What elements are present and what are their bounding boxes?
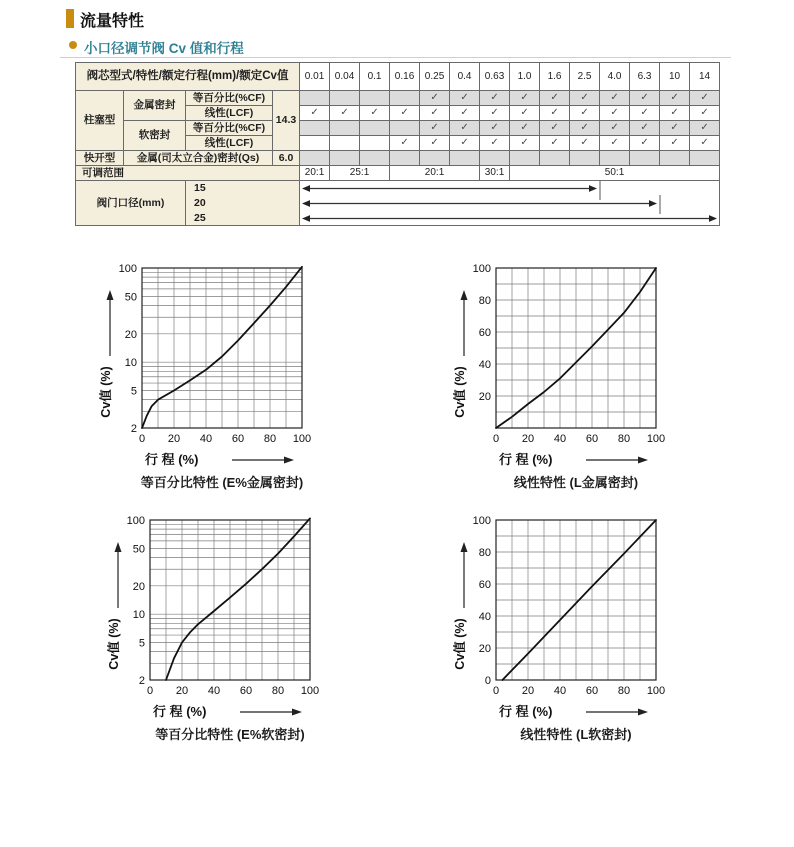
check-cell: ✓ — [570, 136, 600, 151]
table-cell — [540, 151, 570, 166]
svg-text:60: 60 — [239, 685, 253, 697]
svg-text:80: 80 — [617, 433, 631, 445]
subsection-title: 小口径调节阀 Cv 值和行程 — [84, 41, 244, 56]
check-cell: ✓ — [600, 121, 630, 136]
svg-text:80: 80 — [263, 433, 277, 445]
check-cell: ✓ — [390, 136, 420, 151]
svg-text:100: 100 — [292, 433, 312, 445]
section-accent-bar — [66, 9, 74, 28]
cv-column-header: 0.01 — [300, 63, 330, 91]
check-cell: ✓ — [630, 121, 660, 136]
svg-text:80: 80 — [478, 547, 491, 559]
check-cell — [300, 121, 330, 136]
svg-text:10: 10 — [132, 609, 145, 622]
table-cell: 线性(LCF) — [186, 136, 273, 151]
svg-text:5: 5 — [130, 385, 137, 398]
svg-text:20: 20 — [132, 580, 145, 593]
svg-text:40: 40 — [207, 685, 221, 697]
check-cell: ✓ — [540, 106, 570, 121]
check-cell — [330, 121, 360, 136]
check-cell: ✓ — [540, 91, 570, 106]
table-cell — [360, 151, 390, 166]
check-cell: ✓ — [450, 91, 480, 106]
cv-column-header: 1.0 — [510, 63, 540, 91]
svg-text:100: 100 — [118, 263, 137, 275]
table-cell — [570, 151, 600, 166]
chart-equal-percentage-metal-seal — [90, 260, 370, 498]
check-cell: ✓ — [510, 121, 540, 136]
rangeability-cell: 25:1 — [330, 166, 390, 181]
check-cell: ✓ — [570, 121, 600, 136]
table-cell: 快开型 — [76, 151, 124, 166]
svg-text:行 程 (%): 行 程 (%) — [153, 704, 207, 719]
check-cell: ✓ — [660, 136, 690, 151]
check-cell: ✓ — [420, 121, 450, 136]
svg-text:20: 20 — [124, 328, 137, 341]
cv-column-header: 2.5 — [570, 63, 600, 91]
svg-text:20: 20 — [478, 391, 491, 403]
cv-column-header: 14 — [690, 63, 720, 91]
check-cell: ✓ — [420, 91, 450, 106]
check-cell: ✓ — [690, 136, 720, 151]
check-cell — [390, 91, 420, 106]
svg-text:100: 100 — [126, 515, 145, 527]
cv-table — [75, 62, 720, 226]
svg-text:40: 40 — [553, 685, 567, 697]
svg-text:Cv值 (%): Cv值 (%) — [453, 618, 467, 670]
svg-text:等百分比特性 (E%金属密封): 等百分比特性 (E%金属密封) — [140, 475, 304, 490]
table-cell: 等百分比(%CF) — [186, 121, 273, 136]
check-cell: ✓ — [600, 91, 630, 106]
diameter-range-arrows — [300, 181, 720, 226]
check-cell: ✓ — [510, 106, 540, 121]
svg-text:20: 20 — [175, 685, 189, 697]
svg-text:60: 60 — [585, 685, 599, 697]
separator-line — [60, 57, 731, 58]
check-cell: ✓ — [660, 106, 690, 121]
svg-text:100: 100 — [646, 685, 666, 697]
svg-text:60: 60 — [478, 579, 491, 591]
chart-linear-metal-seal — [444, 260, 724, 498]
svg-text:2: 2 — [130, 423, 137, 435]
svg-text:100: 100 — [646, 433, 666, 445]
cv-travel-table — [75, 62, 720, 226]
rangeability-cell: 20:1 — [390, 166, 480, 181]
cv-column-header: 0.63 — [480, 63, 510, 91]
table-cell: 金属(司太立合金)密封(Qs) — [124, 151, 273, 166]
svg-text:线性特性 (L软密封): 线性特性 (L软密封) — [520, 727, 632, 742]
table-cell — [300, 151, 330, 166]
svg-text:80: 80 — [478, 295, 491, 307]
table-cell — [330, 151, 360, 166]
svg-text:50: 50 — [132, 543, 145, 556]
check-cell — [360, 121, 390, 136]
chart-linear-soft-seal — [444, 512, 724, 750]
check-cell: ✓ — [480, 136, 510, 151]
check-cell: ✓ — [420, 136, 450, 151]
travel-cell: 14.3 — [273, 91, 300, 151]
diameter-size-cell: 25 — [186, 211, 300, 226]
svg-text:0: 0 — [138, 433, 146, 445]
diameter-size-cell: 15 — [186, 181, 300, 196]
table-cell: 等百分比(%CF) — [186, 91, 273, 106]
cv-column-header: 4.0 — [600, 63, 630, 91]
bullet-icon — [69, 41, 77, 49]
check-cell: ✓ — [600, 136, 630, 151]
check-cell: ✓ — [330, 106, 360, 121]
chart-canvas — [444, 260, 724, 498]
check-cell: ✓ — [630, 91, 660, 106]
check-cell — [360, 136, 390, 151]
check-cell: ✓ — [630, 136, 660, 151]
check-cell — [300, 136, 330, 151]
svg-text:60: 60 — [231, 433, 245, 445]
rangeability-cell: 50:1 — [510, 166, 720, 181]
table-cell — [630, 151, 660, 166]
table-cell — [600, 151, 630, 166]
diameter-size-cell: 20 — [186, 196, 300, 211]
cv-column-header: 0.04 — [330, 63, 360, 91]
table-cell: 线性(LCF) — [186, 106, 273, 121]
svg-text:20: 20 — [521, 433, 535, 445]
check-cell: ✓ — [450, 106, 480, 121]
check-cell: ✓ — [690, 106, 720, 121]
svg-text:80: 80 — [271, 685, 285, 697]
table-cell — [390, 151, 420, 166]
table-cell — [420, 151, 450, 166]
svg-text:60: 60 — [478, 327, 491, 339]
check-cell — [360, 91, 390, 106]
check-cell — [390, 121, 420, 136]
svg-text:0: 0 — [492, 433, 500, 445]
check-cell — [300, 91, 330, 106]
svg-text:行 程 (%): 行 程 (%) — [499, 704, 553, 719]
check-cell: ✓ — [540, 121, 570, 136]
check-cell: ✓ — [420, 106, 450, 121]
check-cell: ✓ — [300, 106, 330, 121]
chart-canvas — [444, 512, 724, 750]
chart-equal-percentage-soft-seal — [98, 512, 378, 750]
chart-canvas — [90, 260, 370, 498]
svg-text:行 程 (%): 行 程 (%) — [499, 452, 553, 467]
table-cell — [510, 151, 540, 166]
svg-text:40: 40 — [199, 433, 213, 445]
table-cell: 可调范围 — [76, 166, 300, 181]
table-header-label: 阀芯型式/特性/额定行程(mm)/额定Cv值 — [76, 63, 300, 91]
table-cell: 阀门口径(mm) — [76, 181, 186, 226]
check-cell: ✓ — [630, 106, 660, 121]
check-cell: ✓ — [390, 106, 420, 121]
cv-column-header: 6.3 — [630, 63, 660, 91]
svg-text:40: 40 — [478, 359, 491, 371]
cv-column-header: 0.16 — [390, 63, 420, 91]
table-cell — [450, 151, 480, 166]
svg-text:Cv值 (%): Cv值 (%) — [453, 366, 467, 418]
svg-text:线性特性 (L金属密封): 线性特性 (L金属密封) — [513, 475, 639, 490]
check-cell: ✓ — [690, 121, 720, 136]
arrow-canvas — [300, 181, 720, 226]
check-cell: ✓ — [540, 136, 570, 151]
svg-text:Cv值 (%): Cv值 (%) — [99, 366, 113, 418]
svg-text:0: 0 — [146, 685, 154, 697]
table-cell — [690, 151, 720, 166]
rangeability-cell: 20:1 — [300, 166, 330, 181]
svg-text:100: 100 — [472, 263, 491, 275]
check-cell: ✓ — [450, 136, 480, 151]
check-cell: ✓ — [660, 91, 690, 106]
check-cell: ✓ — [480, 106, 510, 121]
svg-text:60: 60 — [585, 433, 599, 445]
check-cell: ✓ — [690, 91, 720, 106]
rangeability-cell: 30:1 — [480, 166, 510, 181]
check-cell: ✓ — [450, 121, 480, 136]
cv-column-header: 1.6 — [540, 63, 570, 91]
svg-text:20: 20 — [478, 643, 491, 655]
svg-text:40: 40 — [478, 611, 491, 623]
check-cell: ✓ — [600, 106, 630, 121]
svg-text:10: 10 — [124, 357, 137, 370]
section-title: 流量特性 — [80, 13, 145, 30]
check-cell: ✓ — [510, 136, 540, 151]
svg-text:80: 80 — [617, 685, 631, 697]
svg-text:40: 40 — [553, 433, 567, 445]
cv-column-header: 0.4 — [450, 63, 480, 91]
svg-text:5: 5 — [138, 637, 145, 650]
travel-cell: 6.0 — [273, 151, 300, 166]
svg-text:100: 100 — [472, 515, 491, 527]
check-cell: ✓ — [660, 121, 690, 136]
svg-text:等百分比特性 (E%软密封): 等百分比特性 (E%软密封) — [155, 727, 305, 742]
svg-text:0: 0 — [484, 675, 491, 687]
chart-canvas — [98, 512, 378, 750]
table-cell — [660, 151, 690, 166]
check-cell: ✓ — [480, 91, 510, 106]
cv-column-header: 0.1 — [360, 63, 390, 91]
check-cell: ✓ — [570, 106, 600, 121]
svg-text:20: 20 — [167, 433, 181, 445]
table-cell: 金属密封 — [124, 91, 186, 121]
table-cell: 柱塞型 — [76, 91, 124, 151]
check-cell: ✓ — [480, 121, 510, 136]
check-cell: ✓ — [570, 91, 600, 106]
cv-column-header: 0.25 — [420, 63, 450, 91]
svg-text:行 程 (%): 行 程 (%) — [145, 452, 199, 467]
svg-text:20: 20 — [521, 685, 535, 697]
cv-column-header: 10 — [660, 63, 690, 91]
table-cell — [480, 151, 510, 166]
table-cell: 软密封 — [124, 121, 186, 151]
check-cell — [330, 91, 360, 106]
svg-text:100: 100 — [300, 685, 320, 697]
svg-text:0: 0 — [492, 685, 500, 697]
check-cell: ✓ — [510, 91, 540, 106]
svg-text:2: 2 — [138, 675, 145, 687]
check-cell: ✓ — [360, 106, 390, 121]
svg-text:50: 50 — [124, 291, 137, 304]
svg-text:Cv值 (%): Cv值 (%) — [107, 618, 121, 670]
check-cell — [330, 136, 360, 151]
